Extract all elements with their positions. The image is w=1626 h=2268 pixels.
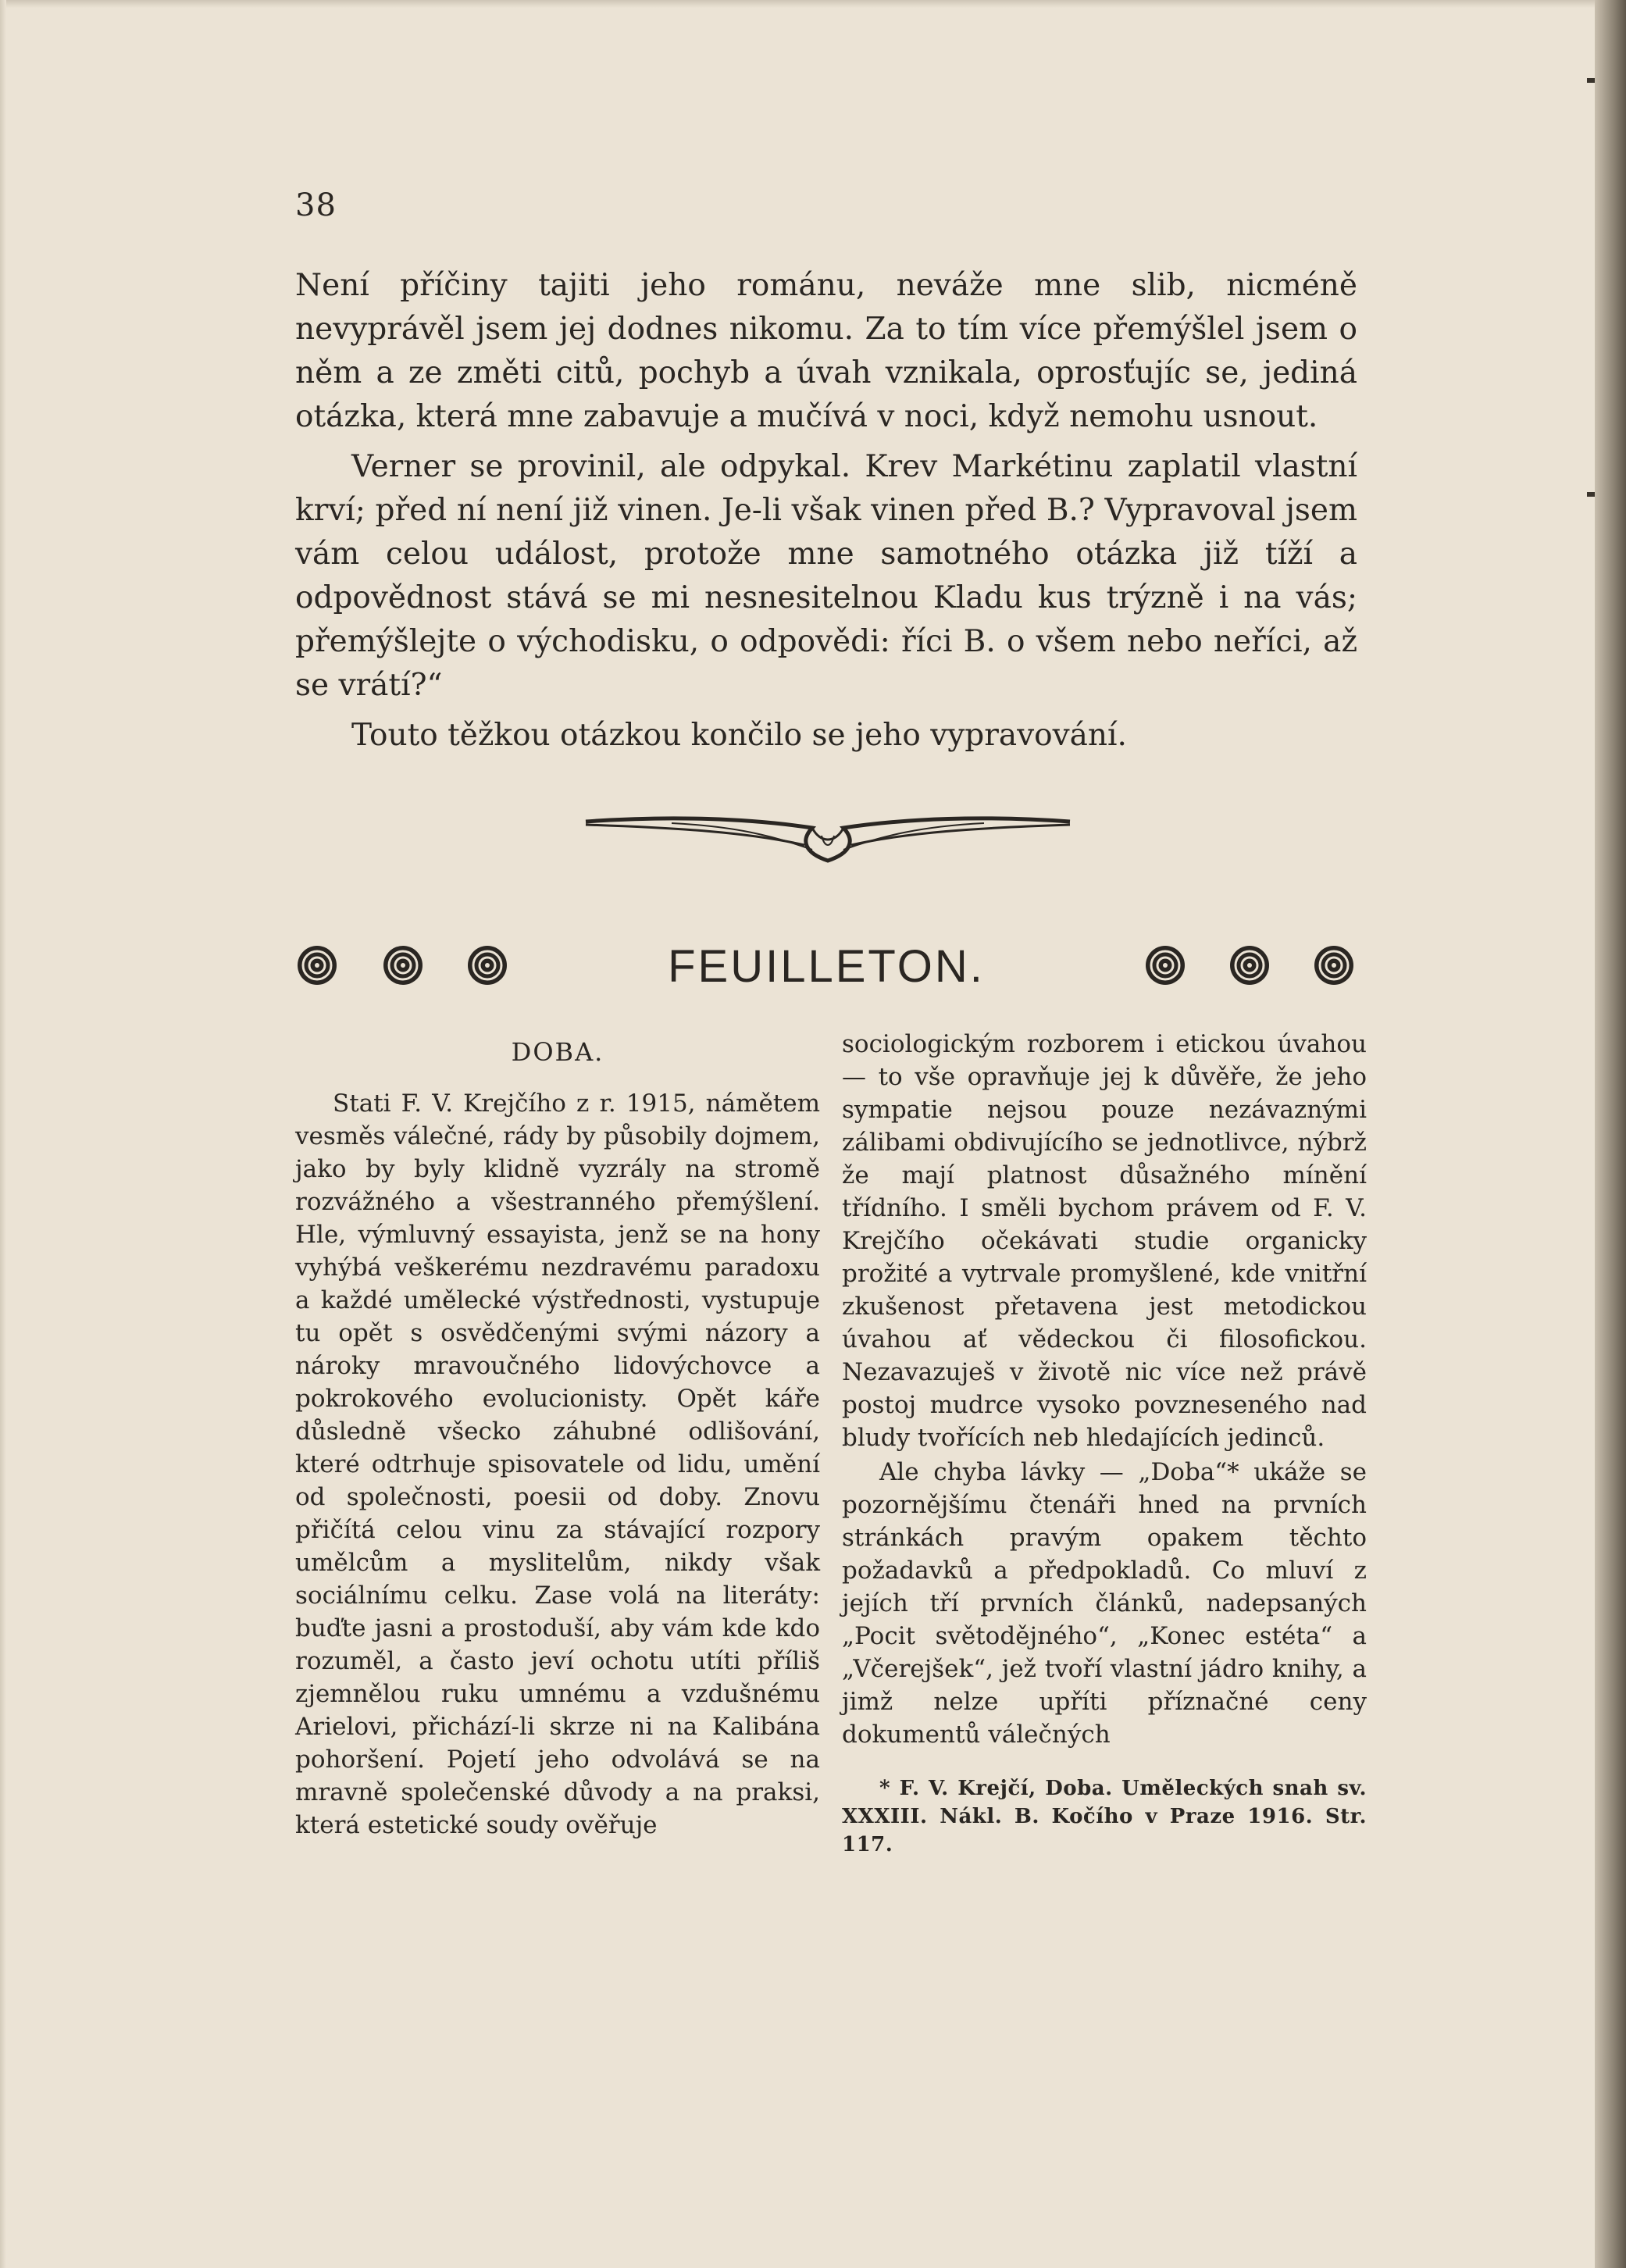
rose-ornament-icon [1228, 943, 1271, 987]
intro-paragraph: Touto těžkou otázkou končilo se jeho vypravování. [351, 718, 1127, 753]
rose-ornament-icon [295, 943, 339, 987]
feuilleton-header [295, 937, 1357, 1000]
intro-paragraph: Verner se provinil, ale odpykal. Krev Markétinu zaplatil vlastní krví; před ní není již vinen. Je-li však vinen před B.? Vypravoval jsem vám celou událost, protože mne samotného otázka již tíží a odpovědnost stává se mi nesnesitelnou Kladu kus trýzně i na vás; přemýšlejte o východisku, o odpovědi: říci B. o všem nebo neříci, až se vrátí?“ [295, 449, 1357, 703]
rose-ornament-icon [1312, 943, 1356, 987]
section-title: FEUILLETON. [668, 941, 985, 992]
intro-paragraph: Není příčiny tajiti jeho románu, neváže mne slib, nicméně nevyprávěl jsem jej dodnes nikomu. Za to tím více přemýšlel jsem o něm a ze změti citů, pochyb a úvah vznikala, oprosťujíc se, jediná otázka, která mne zabavuje a mučívá v noci, když nemohu usnout. [295, 268, 1357, 434]
article-paragraph: sociologickým rozborem i etickou úvahou — to vše opravňuje jej k důvěře, že jeho sympatie nejsou pouze nezávaznými zálibami obdivujícího se jednotlivce, nýbrž že mají platnost důsažného mínění třídního. I směli bychom právem od F. V. Krejčího očekávati studie organicky prožité a vytrvale promyšlené, kde vnitřní zkušenost přetavena jest metodickou úvahou ať vědeckou či filosofickou. Nezavazuješ v životě nic více než právě postoj mudrce vysoko povzneseného nad bludy tvořících neb hledajících jedinců. [842, 1030, 1367, 1452]
ornamental-divider [578, 804, 1078, 867]
page-number: 38 [295, 187, 337, 223]
page-top-edge [0, 0, 1626, 8]
page-binding-edge [1595, 0, 1626, 2268]
article-paragraph: Ale chyba lávky — „Doba“* ukáže se pozornějšímu čtenáři hned na prvních stránkách pravým opakem těchto požadavků a předpokladů. Co mluví z jejích tří prvních článků, nadepsaných „Pocit světodějného“, „Konec estéta“ a „Včerejšek“, jež tvoří vlastní jádro knihy, a jimž nelze upříti příznačné ceny dokumentů válečných [842, 1458, 1367, 1749]
rose-ornament-icon [465, 943, 509, 987]
page-mark [1587, 78, 1595, 83]
rose-ornament-icon [381, 943, 425, 987]
article-heading: DOBA. [511, 1037, 604, 1067]
intro-text [295, 264, 1357, 758]
article-column-left [295, 1025, 820, 1842]
article-paragraph: Stati F. V. Krejčího z r. 1915, námětem vesměs válečné, rády by působily dojmem, jako by byly klidně vyzrály na stromě rozvážného a všestranného přemýšlení. Hle, výmluvný essayista, jenž se na hony vyhýbá veškerému nezdravému paradoxu a každé umělecké výstřednosti, vystupuje tu opět s osvědčenými svými názory a nároky mravoučného lidovýchovce a pokrokového evolucionisty. Opět káře důsledně všecko záhubné odlišování, které odtrhuje spisovatele od lidu, umění od společnosti, poesii od doby. Znovu přičítá celou vinu za stávající rozpory umělcům a myslitelům, nikdy však sociálnímu celku. Zase volá na literáty: buďte jasni a prostoduší, aby vám kde kdo rozuměl, a často jeví ochotu utíti příliš zjemnělou ruku umnému a vzdušnému Arielovi, přichází-li skrze ni na Kalibána pohoršení. Pojetí jeho odvolává se na mravně společenské důvody a na praksi, která estetické soudy ověřuje [295, 1089, 820, 1839]
footnote: * F. V. Krejčí, Doba. Uměleckých snah sv. XXXIII. Nákl. B. Kočího v Praze 1916. Str. 117. [842, 1777, 1367, 1856]
page-mark [1587, 492, 1595, 497]
rose-ornament-icon [1143, 943, 1187, 987]
page-left-edge [0, 0, 6, 2268]
article-column-right [842, 1028, 1367, 1859]
